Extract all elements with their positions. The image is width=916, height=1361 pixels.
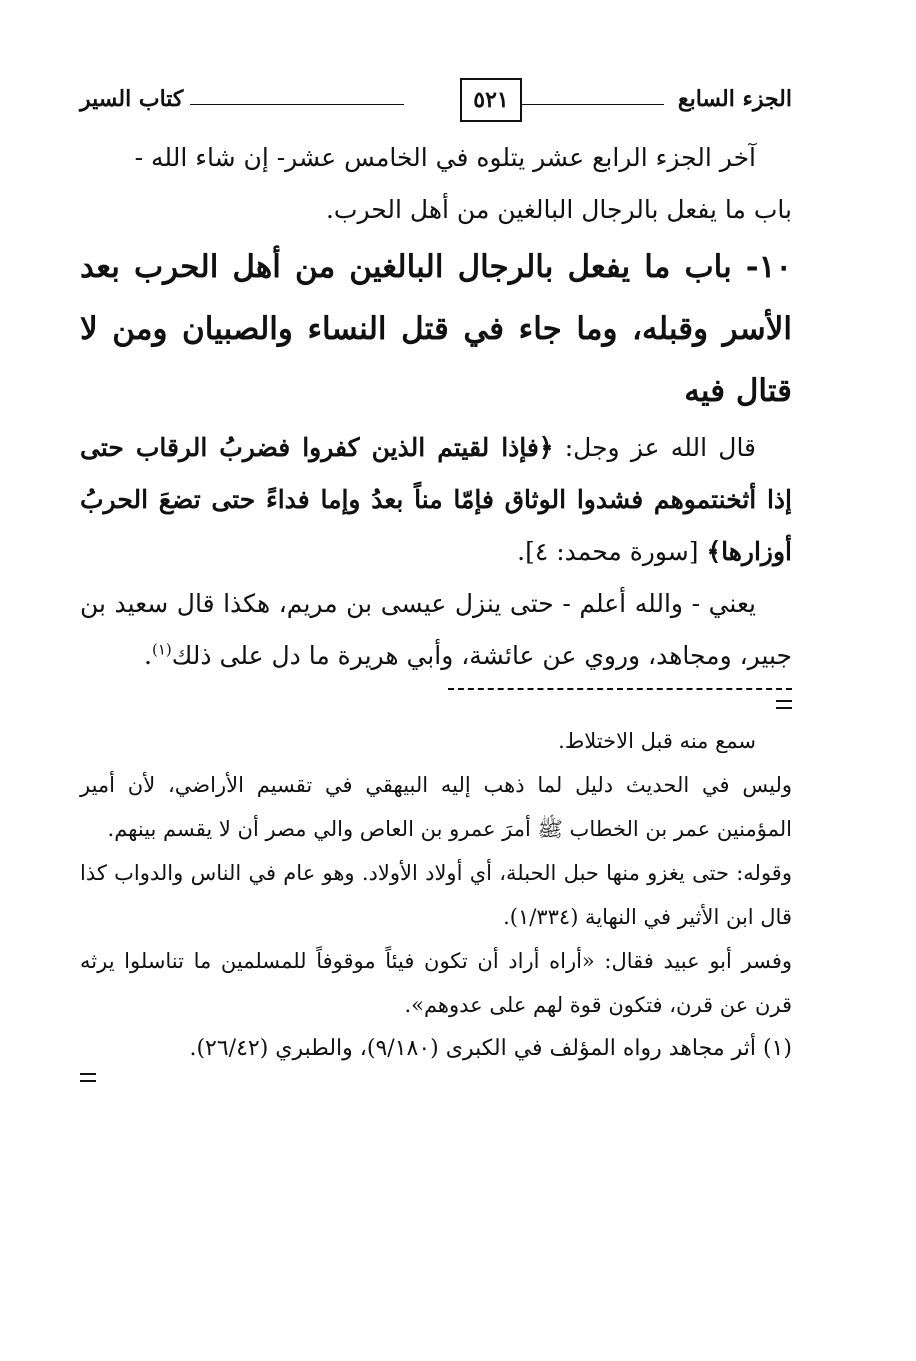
commentary-end: . <box>144 641 152 670</box>
footnotes-section <box>80 719 792 1082</box>
header-rule-left <box>190 104 404 105</box>
chapter-title: ١٠- باب ما يفعل بالرجال البالغين من أهل الحرب بعد الأسر وقبله، وما جاء في قتل النساء والصبيان ومن لا قتال فيه <box>80 249 792 409</box>
main-text <box>80 132 792 682</box>
book-page <box>80 72 792 1321</box>
header-rule-right <box>522 104 664 105</box>
intro-line-2: باب ما يفعل بالرجال البالغين من أهل الحرب. <box>325 195 792 224</box>
end-mark <box>80 1073 96 1082</box>
footnote-para-3: وقوله: حتى يغزو منها حبل الحبلة، أي أولاد الأولاد. وهو عام في الناس والدواب كذا قال ابن الأثير في النهاية (١/٣٣٤). <box>80 861 792 929</box>
footnote-1: (١) أثر مجاهد رواه المؤلف في الكبرى (٩/١٨٠)، والطبري (٢٦/٤٢). <box>189 1036 792 1061</box>
quran-verse: ﴿فإذا لقيتم الذين كفروا فضربُ الرقاب حتى إذا أثخنتموهم فشدوا الوثاق فإمّا مناً بعدُ وإما فداءً حتى تضعَ الحربُ أوزارها﴾ <box>80 433 792 566</box>
page-number: ٥٢١ <box>460 78 522 122</box>
page-header <box>80 72 792 132</box>
commentary-text: يعني - والله أعلم - حتى ينزل عيسى بن مريم، هكذا قال سعيد بن جبير، ومجاهد، وروي عن عائشة، وأبي هريرة ما دل على ذلك <box>80 589 792 670</box>
paragraph-commentary <box>80 578 792 682</box>
part-title: الجزء السابع <box>677 86 792 112</box>
footnote-separator <box>448 688 792 690</box>
footnote-line-1: سمع منه قبل الاختلاط. <box>558 729 756 753</box>
footnote-para-2: وليس في الحديث دليل لما ذهب إليه البيهقي في تقسيم الأراضي، لأن أمير المؤمنين عمر بن الخطاب ﷺ أمرَ عمرو بن العاص والي مصر أن لا يقسم بينهم. <box>80 773 792 841</box>
paragraph-quran <box>80 422 792 578</box>
footnote-marker[interactable]: (١) <box>151 640 172 659</box>
separator-mark <box>776 700 792 709</box>
paragraph-lead: قال الله عز وجل: <box>553 433 757 462</box>
footnote-para-4: وفسر أبو عبيد فقال: «أراه أراد أن تكون فيئاً موقوفاً للمسلمين ما تناسلوا يرثه قرن عن قرن، فتكون قوة لهم على عدوهم». <box>80 949 792 1017</box>
book-title: كتاب السير <box>80 86 184 112</box>
verse-reference: [سورة محمد: ٤]. <box>517 537 707 566</box>
intro-line-1: آخر الجزء الرابع عشر يتلوه في الخامس عشر- إن شاء الله - <box>134 143 756 172</box>
